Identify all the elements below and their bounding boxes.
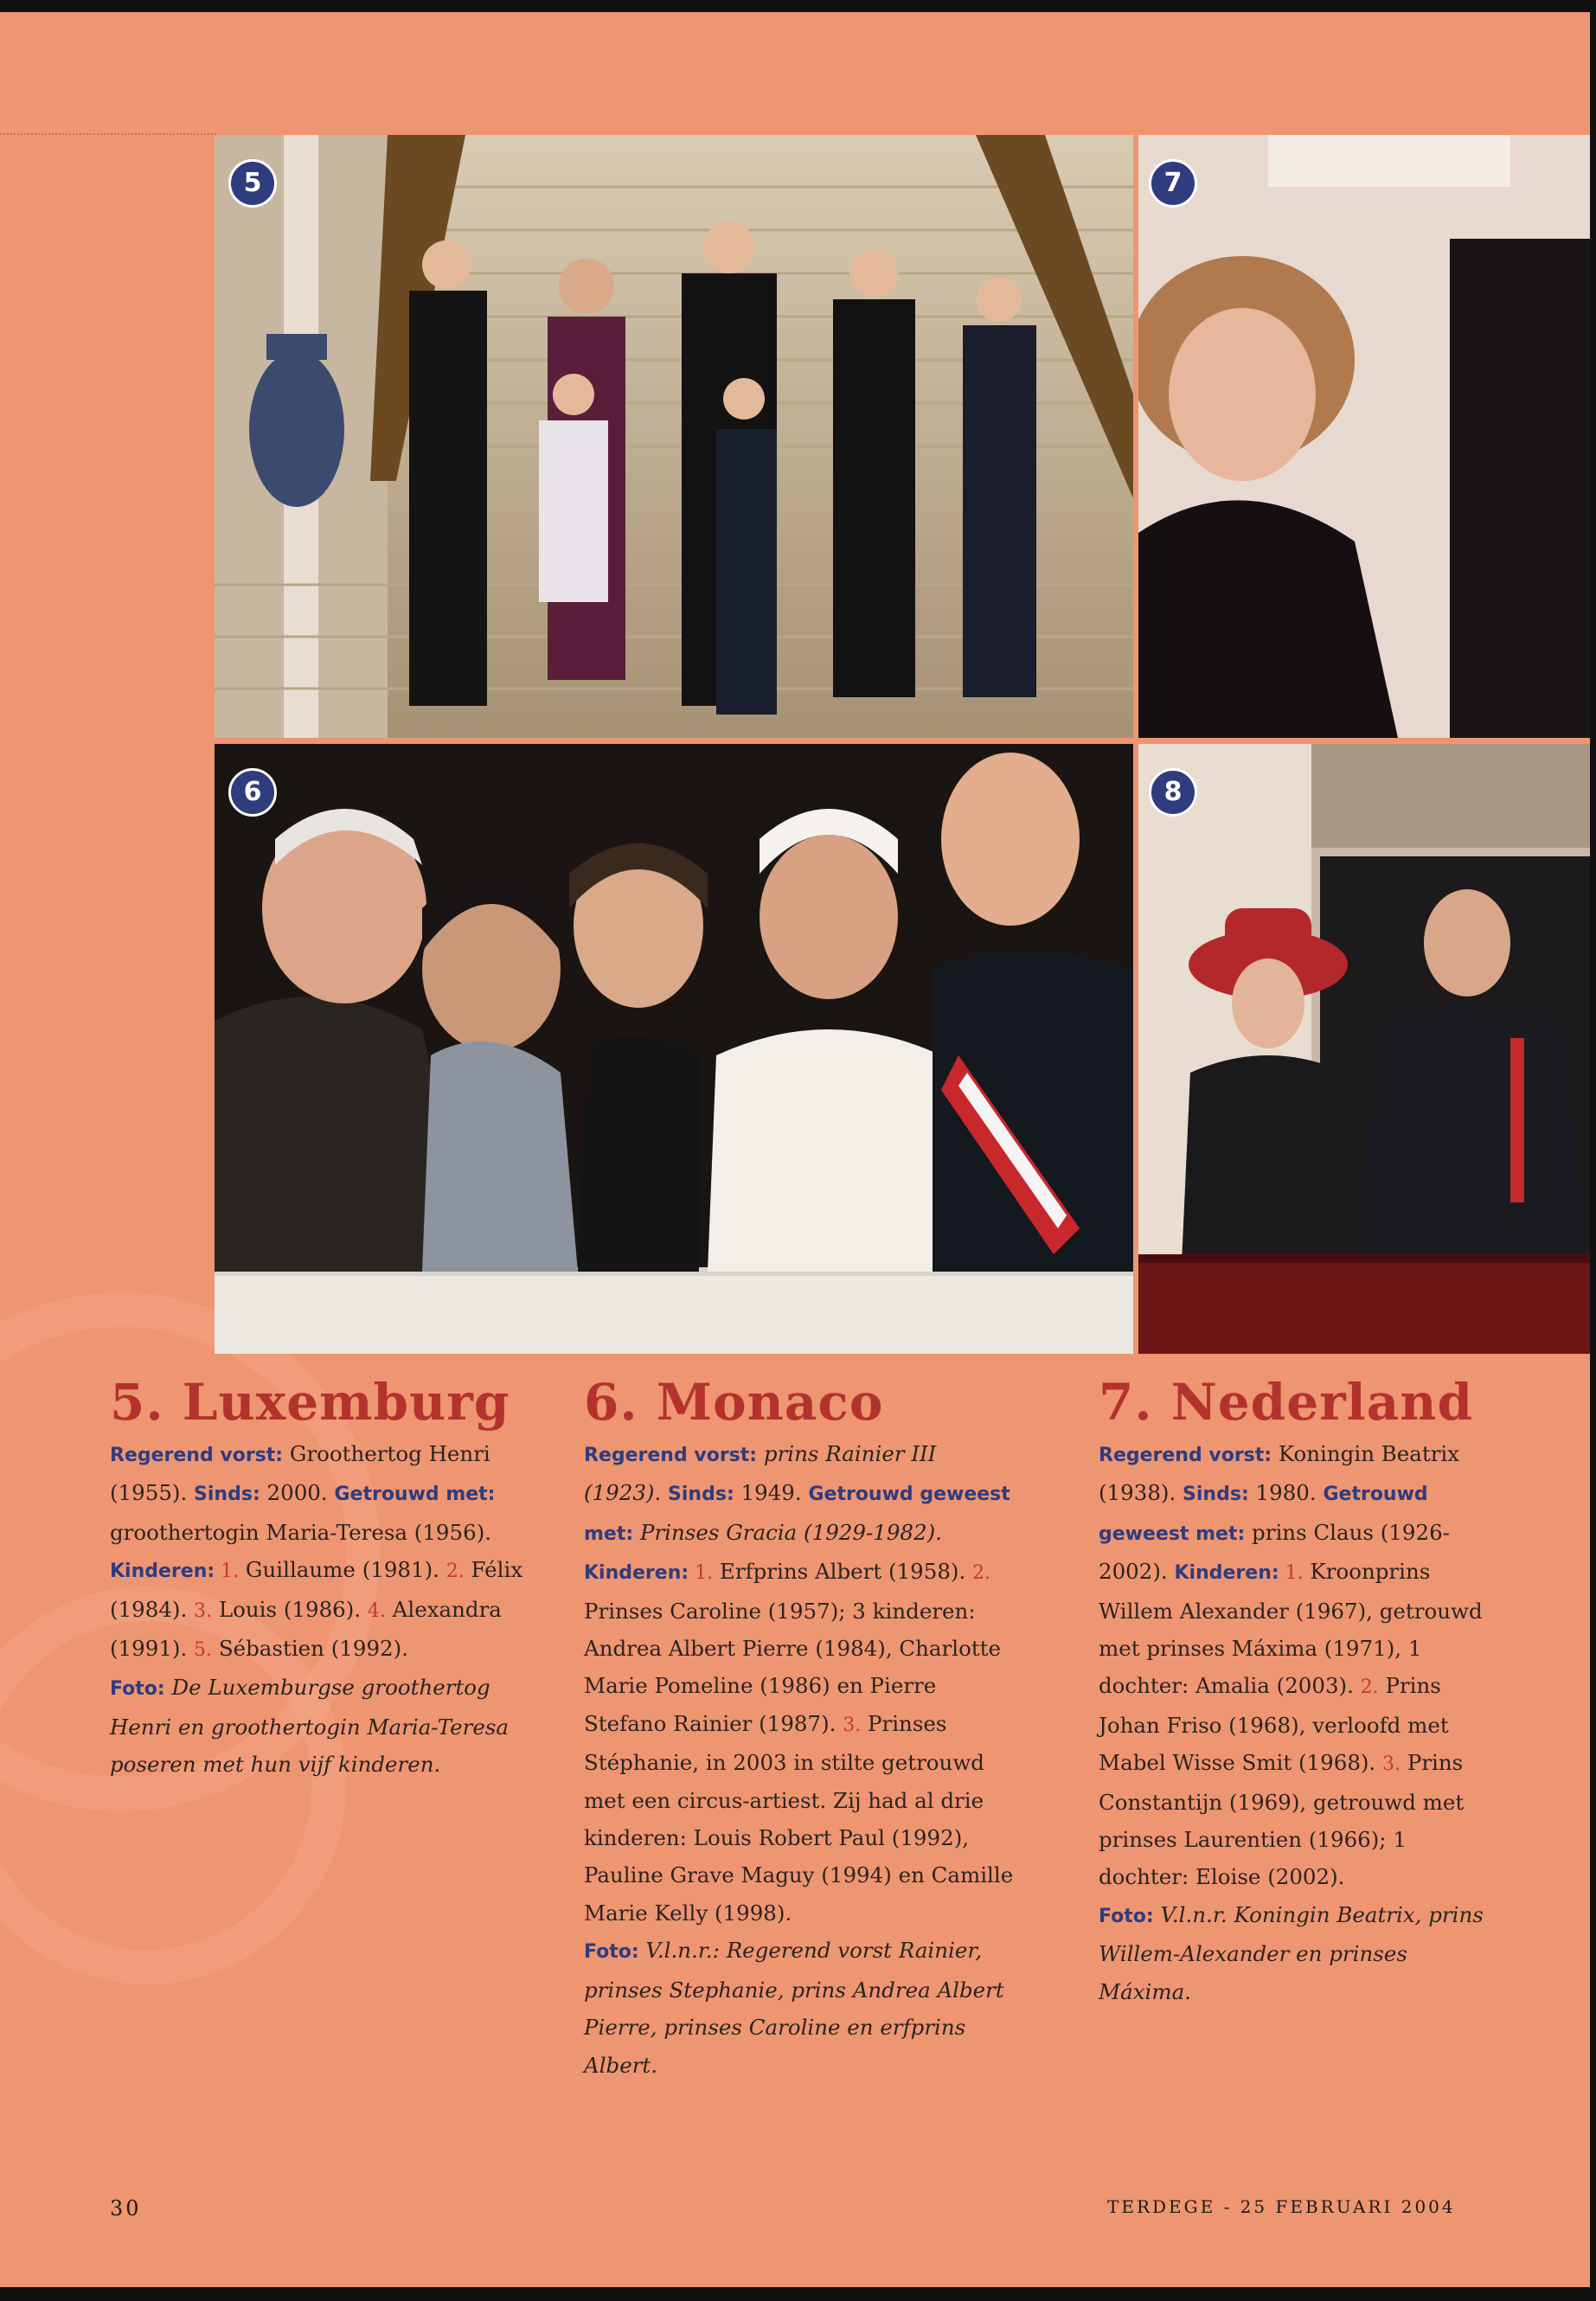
section-body: Regerend vorst: Koningin Beatrix (1938). Sinds: 1980. Getrouwd geweest met: prins Claus (1926-2002). Kinderen: 1. Kroonprins Willem Alexander (1967), getrouwd met prinses Máxima (1971), 1 dochter: Amalia (2003). 2. Prins Johan Friso (1968), verloofd met Mabel Wisse Smit (1968). 3. Prins Constantijn (1969), getrouwd met prinses Laurentien (1966); 1 dochter: Eloise (2002). [1099, 1441, 1483, 1890]
section-body: Regerend vorst: prins Rainier III (1923). Sinds: 1949. Getrouwd geweest met: Prinses Gracia (1929-1982). Kinderen: 1. Erfprins Albert (1958). 2. Prinses Caroline (1957); 3 kinderen: Andrea Albert Pierre (1984), Charlotte Marie Pomeline (1986) en Pierre Stefano Rainier (1987). 3. Prinses Stéphanie, in 2003 in stilte getrouwd met een circus-artiest. Zij had al drie kinderen: Louis Robert Paul (1992), Pauline Grave Maguy (1994) en Camille Marie Kelly (1998). [584, 1441, 1014, 1926]
photo-number-badge: 7 [1149, 159, 1197, 208]
section-nederland [1099, 1375, 1488, 2010]
section-title: 7. Nederland [1099, 1373, 1474, 1432]
dotted-rule [0, 133, 216, 135]
section-body: Regerend vorst: Groothertog Henri (1955). Sinds: 2000. Getrouwd met: groothertogin Maria-Teresa (1956). Kinderen: 1. Guillaume (1981). 2. Félix (1984). 3. Louis (1986). 4. Alexandra (1991). 5. Sébastien (1992). [110, 1441, 523, 1662]
photo-caption: Foto: De Luxemburgse groothertog Henri en groothertogin Maria-Teresa poseren met hun vijf kinderen. [110, 1675, 510, 1778]
photo-number-badge: 5 [228, 159, 277, 208]
photo-number-badge: 6 [228, 768, 277, 817]
magazine-issue-line: TERDEGE - 25 FEBRUARI 2004 [1107, 2196, 1456, 2217]
section-title: 5. Luxemburg [110, 1373, 510, 1432]
dutch-royals-balcony-photo [1138, 744, 1590, 1354]
magazine-page [0, 12, 1590, 2287]
section-luxemburg [110, 1375, 541, 1784]
queen-beatrix-photo [1138, 135, 1590, 738]
photo-caption: Foto: V.l.n.r. Koningin Beatrix, prins Willem-Alexander en prinses Máxima. [1099, 1901, 1484, 2004]
section-monaco [584, 1375, 1016, 2084]
luxembourg-family-photo [215, 135, 1133, 738]
monaco-family-photo [215, 744, 1133, 1354]
section-title: 6. Monaco [584, 1373, 884, 1432]
page-number: 30 [110, 2196, 142, 2221]
photo-number-badge: 8 [1149, 768, 1197, 817]
photo-caption: Foto: V.l.n.r.: Regerend vorst Rainier, prinses Stephanie, prins Andrea Albert Pierre, prinses Caroline en erfprins Albert. [584, 1938, 1004, 2078]
